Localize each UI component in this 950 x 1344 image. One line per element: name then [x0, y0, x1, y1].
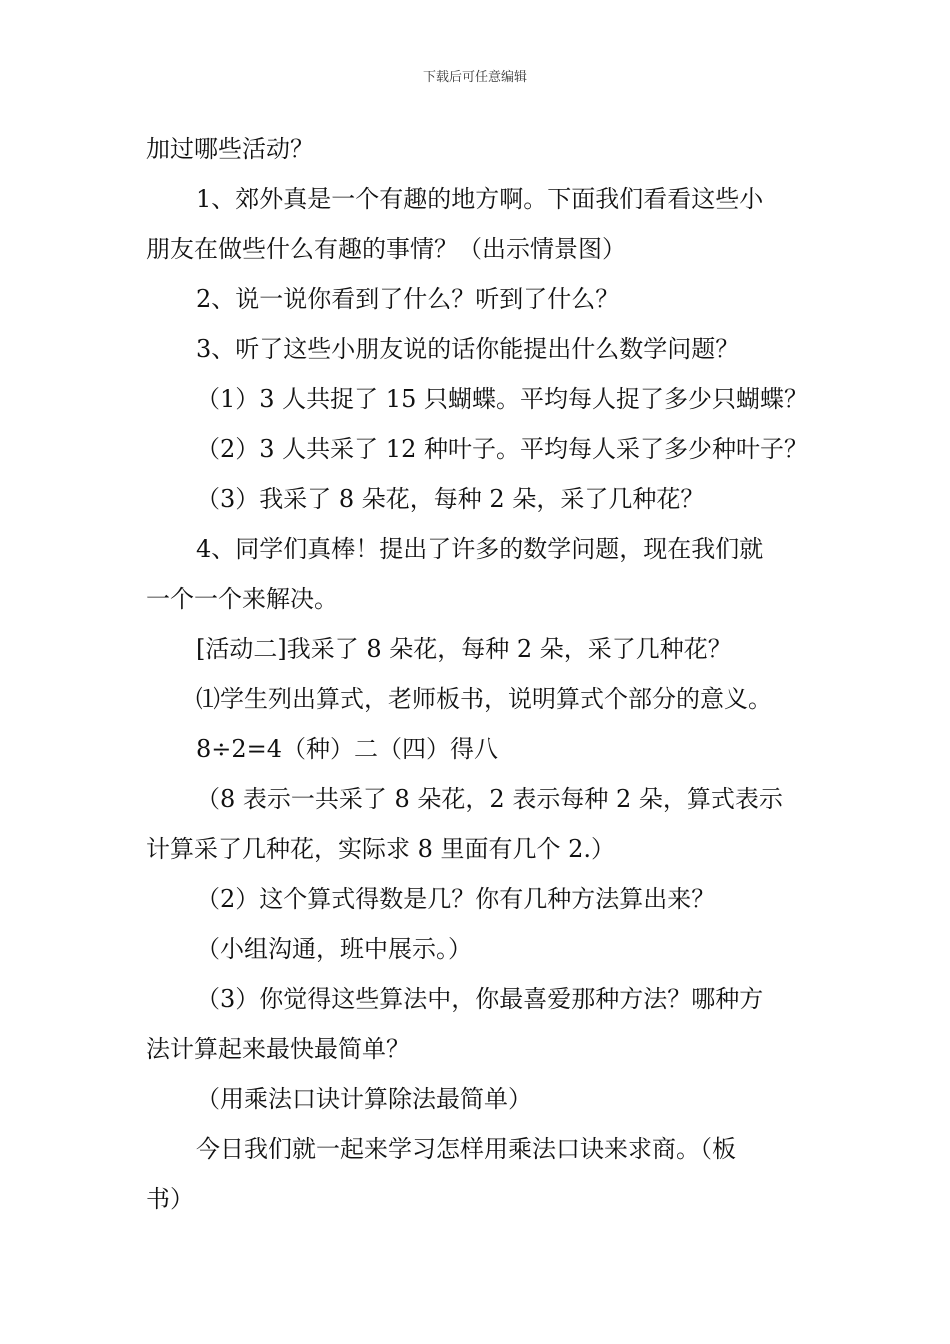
text-line: （1）3 人共捉了 15 只蝴蝶。平均每人捉了多少只蝴蝶？: [196, 385, 808, 413]
text-line: （用乘法口诀计算除法最简单）: [196, 1085, 532, 1113]
text-line: 今日我们就一起来学习怎样用乘法口诀来求商。（板: [196, 1135, 736, 1163]
text-line: 4、同学们真棒！提出了许多的数学问题，现在我们就: [196, 535, 764, 563]
text-line: （小组沟通，班中展示。）: [196, 935, 472, 963]
text-line: 朋友在做些什么有趣的事情？（出示情景图）: [146, 235, 626, 263]
text-line: 书）: [146, 1185, 194, 1213]
text-line: [活动二]我采了 8 朵花，每种 2 朵，采了几种花？: [196, 635, 732, 663]
text-line: 2、说一说你看到了什么？听到了什么？: [196, 285, 620, 313]
text-line: 加过哪些活动？: [146, 135, 314, 163]
text-line: 3、听了这些小朋友说的话你能提出什么数学问题？: [196, 335, 740, 363]
text-line: ⑴学生列出算式，老师板书，说明算式个部分的意义。: [196, 685, 772, 713]
text-line: 一个一个来解决。: [146, 585, 338, 613]
text-line: （2）3 人共采了 12 种叶子。平均每人采了多少种叶子？: [196, 435, 808, 463]
text-line: （3）我采了 8 朵花，每种 2 朵，采了几种花？: [196, 485, 705, 513]
text-line: （2）这个算式得数是几？你有几种方法算出来？: [196, 885, 716, 913]
text-line: 1、郊外真是一个有趣的地方啊。下面我们看看这些小: [196, 185, 764, 213]
text-line: 法计算起来最快最简单？: [146, 1035, 410, 1063]
text-line: 8÷2=4（种）二（四）得八: [196, 735, 499, 763]
page-header: 下载后可任意编辑: [422, 70, 527, 85]
text-line: 计算采了几种花，实际求 8 里面有几个 2.）: [146, 835, 616, 863]
text-line: （8 表示一共采了 8 朵花，2 表示每种 2 朵，算式表示: [196, 785, 783, 813]
text-line: （3）你觉得这些算法中，你最喜爱那种方法？哪种方: [196, 985, 764, 1013]
